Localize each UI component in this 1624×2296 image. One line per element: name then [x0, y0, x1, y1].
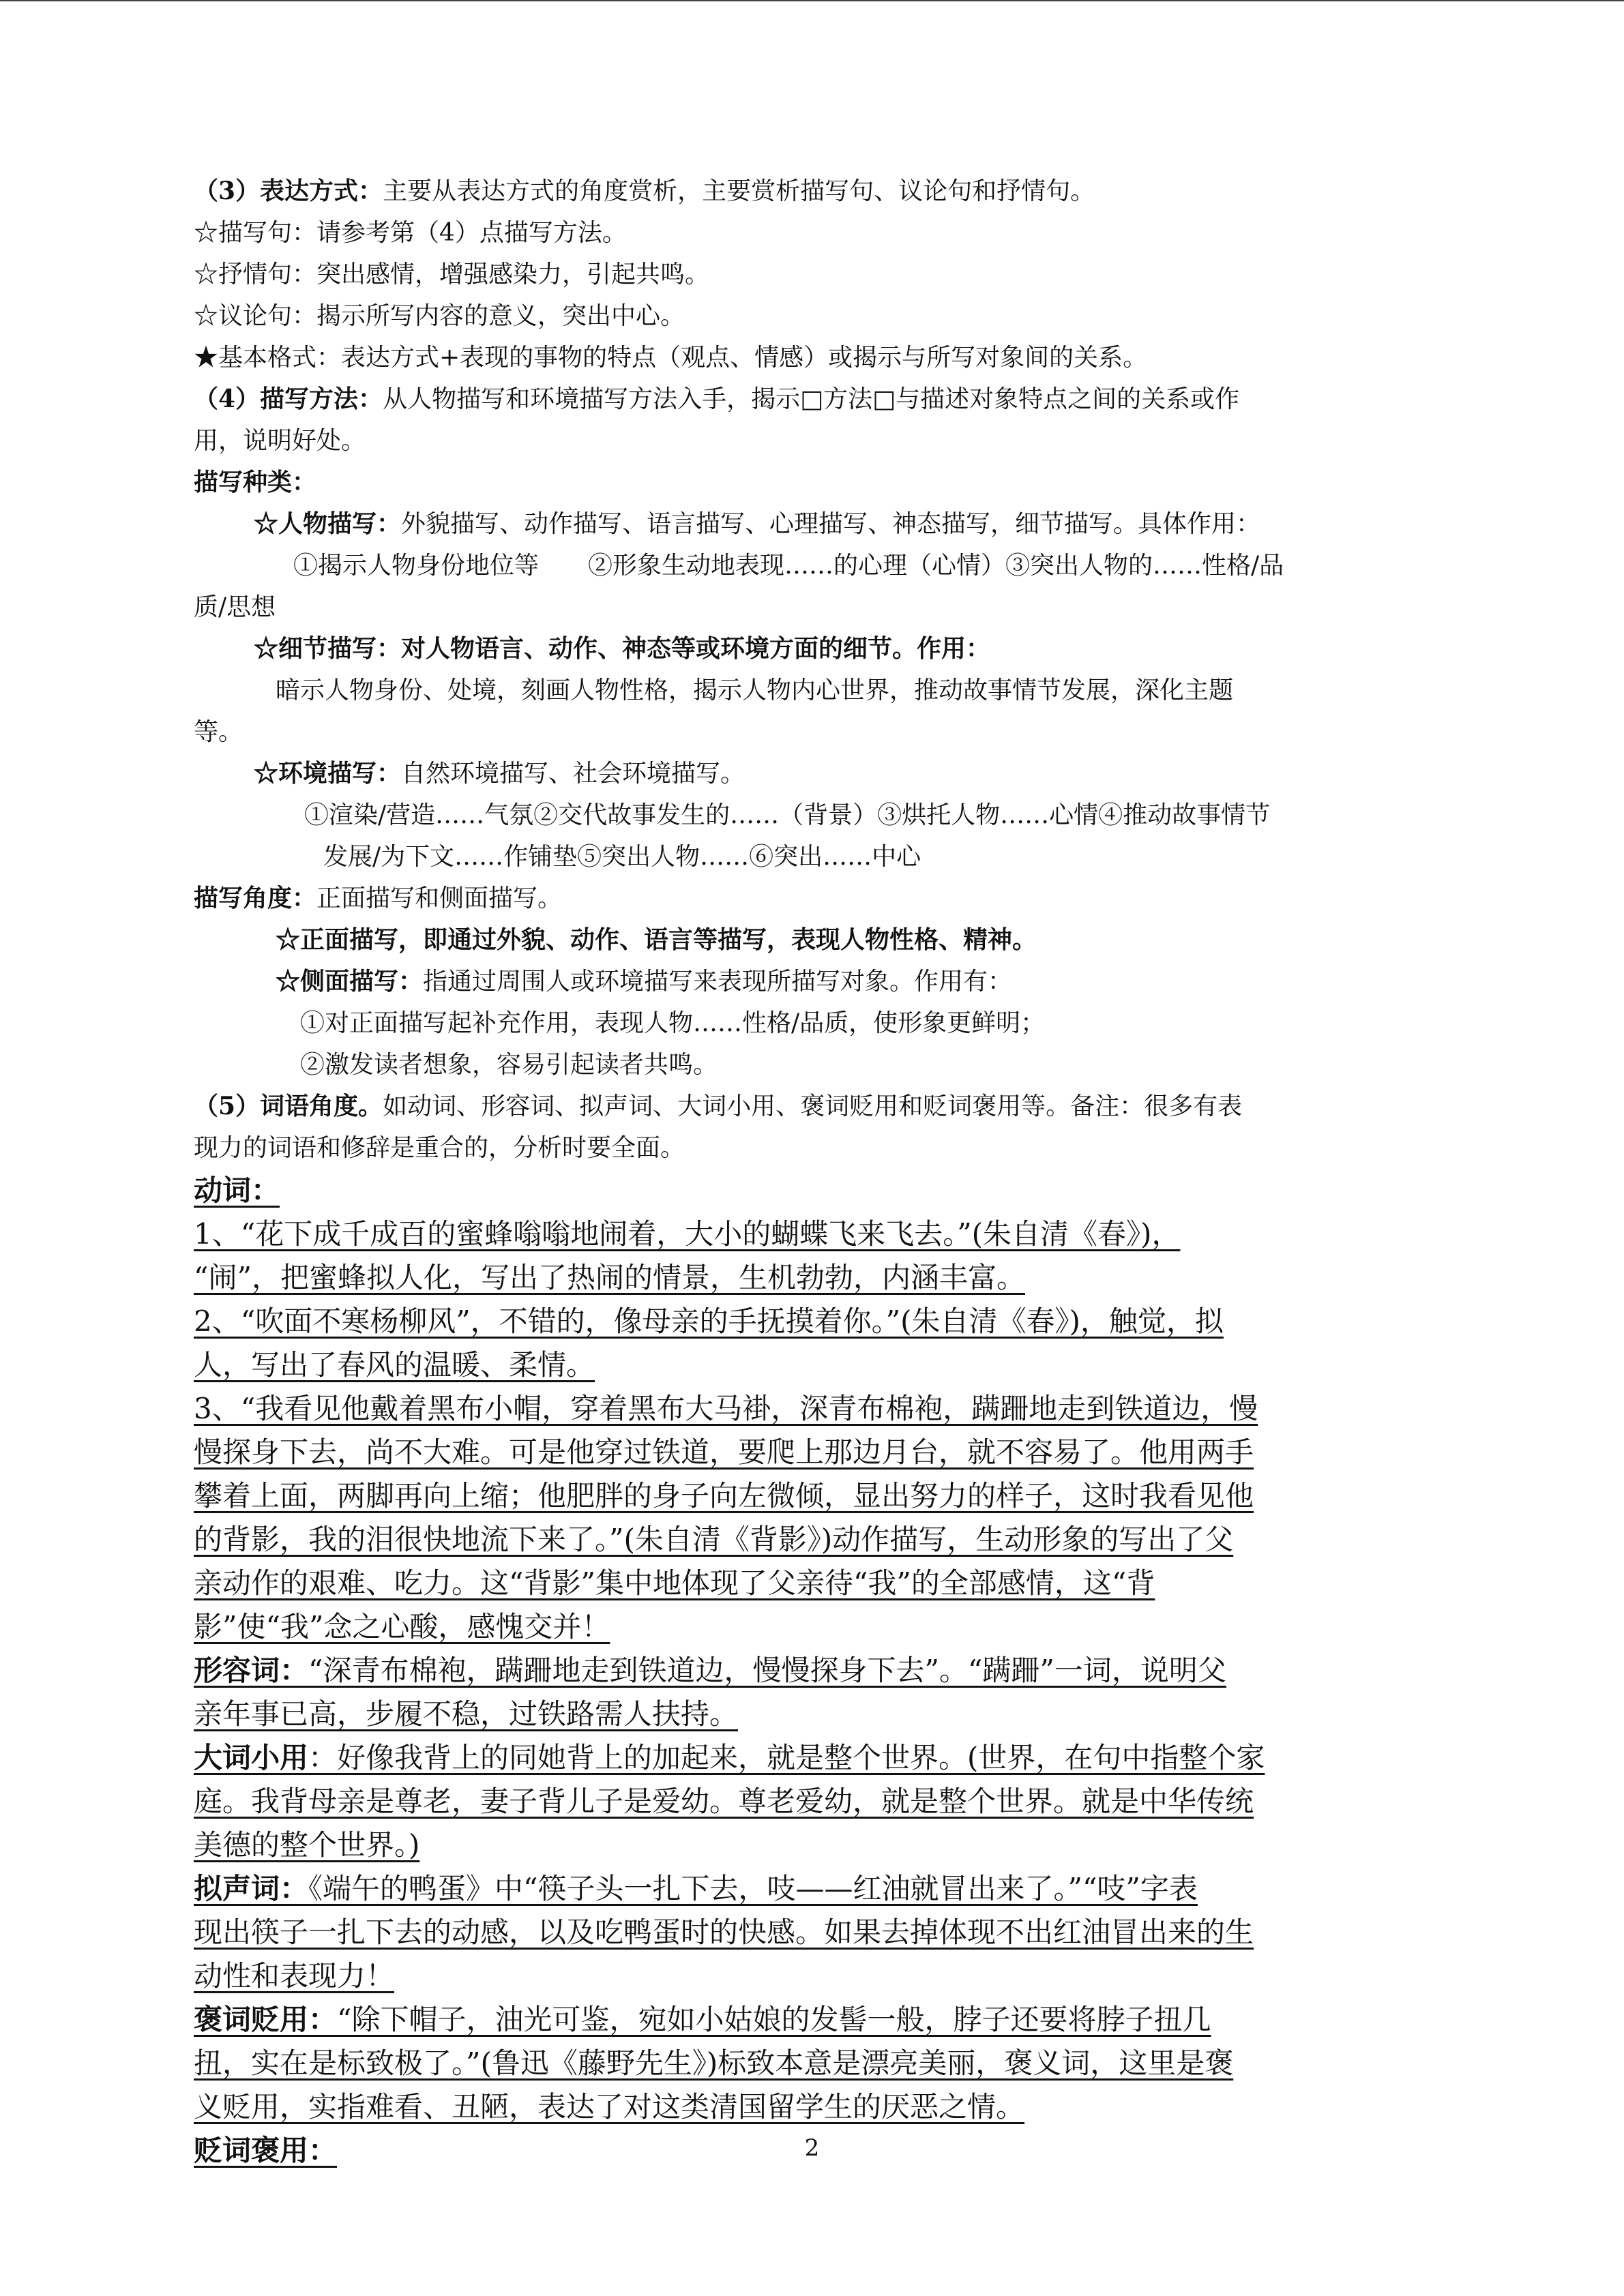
verb-example-3a-line [194, 1387, 1435, 1431]
bigword-text2: 庭。我背母亲是尊老，妻子背儿子是爱幼。尊老爱幼，就是整个世界。就是中华传统 [194, 1785, 1254, 1818]
env-text: 自然环境描写、社会环境描写。 [401, 760, 745, 788]
praise-text3: 义贬用，实指难看、丑陋，表达了对这类清国留学生的厌恶之情。 [194, 2090, 1025, 2123]
detail-text2: 等。 [194, 718, 243, 746]
verb-example-1b-line [194, 1256, 1435, 1300]
env-label: ☆环境描写： [254, 759, 402, 788]
side-line [194, 961, 1435, 1002]
praise-line3 [194, 2085, 1435, 2129]
bigword-line2 [194, 1780, 1435, 1823]
onomato-line2 [194, 1911, 1435, 1954]
angle-label: 描写角度： [194, 884, 317, 912]
onomato-text1: 《端午的鸭蛋》中“筷子头一扎下去，吱——红油就冒出来了。”“吱”字表 [308, 1872, 1198, 1905]
verb-example-3a: 3、“我看见他戴着黑布小帽，穿着黑布大马褂，深青布棉袍，蹒跚地走到铁道边，慢 [194, 1392, 1258, 1425]
sec3-argue: ☆议论句：揭示所写内容的意义，突出中心。 [194, 302, 685, 330]
adj-label: 形容词： [194, 1654, 309, 1687]
adj-text1: “深青布棉袍，蹒跚地走到铁道边，慢慢探身下去”。“蹒跚”一词，说明父 [308, 1654, 1226, 1687]
verb-example-3d: 的背影，我的泪很快地流下来了。”(朱自清《背影》)动作描写，生动形象的写出了父 [194, 1523, 1234, 1556]
praise-line2 [194, 2042, 1435, 2085]
side-effect2: ②激发读者想象，容易引起读者共鸣。 [300, 1051, 718, 1079]
sec4-text2: 用，说明好处。 [194, 427, 366, 455]
onomato-text2: 现出筷子一扎下去的动感，以及吃鸭蛋时的快感。如果去掉体现不出红油冒出来的生 [194, 1915, 1254, 1949]
sec4-label: （4）描写方法： [194, 385, 383, 413]
bigword-label: 大词小用 [194, 1741, 309, 1774]
side-effect1: ①对正面描写起补充作用，表现人物……性格/品质，使形象更鲜明； [300, 1009, 1046, 1037]
page-number: 2 [804, 2134, 820, 2162]
verb-example-1b: “闹”，把蜜蜂拟人化，写出了热闹的情景，生机勃勃，内涵丰富。 [194, 1261, 1025, 1294]
praise-line1 [194, 1998, 1435, 2042]
sec4-text1: 从人物描写和环境描写方法入手，揭示□方法□与描述对象特点之间的关系或作 [383, 385, 1240, 413]
onomato-label: 拟声词： [194, 1872, 309, 1905]
sec3-format: ★基本格式：表达方式+表现的事物的特点（观点、情感）或揭示与所写对象间的关系。 [194, 344, 1148, 372]
verb-example-3d-line [194, 1518, 1435, 1562]
verb-example-1a-line [194, 1212, 1435, 1256]
verb-example-2a: 2、“吹面不寒杨柳风”，不错的，像母亲的手抚摸着你。”(朱自清《春》)，触觉，拟 [194, 1304, 1224, 1338]
verb-example-3c-line [194, 1474, 1435, 1518]
verb-example-2b: 人，写出了春风的温暖、柔情。 [194, 1348, 595, 1382]
verb-example-3c: 攀着上面，两脚再向上缩；他肥胖的身子向左微倾，显出努力的样子，这时我看见他 [194, 1479, 1254, 1512]
person-effects2: 质/思想 [194, 593, 276, 621]
praise-text1: “除下帽子，油光可鉴，宛如小姑娘的发髻一般，脖子还要将脖子扭几 [337, 2003, 1211, 2036]
verb-example-3f-line [194, 1605, 1435, 1649]
verb-example-3e: 亲动作的艰难、吃力。这“背影”集中地体现了父亲待“我”的全部感情，这“背 [194, 1566, 1155, 1600]
detail-title: ☆细节描写：对人物语言、动作、神态等或环境方面的细节。作用： [254, 634, 991, 663]
sec5-text2: 现力的词语和修辞是重合的，分析时要全面。 [194, 1134, 685, 1162]
sec4-kinds-title: 描写种类： [194, 468, 317, 496]
verb-example-1a: 1、“花下成千成百的蜜蜂嗡嗡地闹着，大小的蝴蝶飞来飞去。”(朱自清《春》)， [194, 1217, 1181, 1251]
onomato-text3: 动性和表现力！ [194, 1959, 395, 1993]
sec3-label: （3）表达方式： [194, 177, 383, 205]
bigword-line3 [194, 1823, 1435, 1867]
sec3-text: 主要从表达方式的角度赏析，主要赏析描写句、议论句和抒情句。 [383, 177, 1095, 205]
page-top-border [0, 0, 1624, 1]
sec3-desc: ☆描写句：请参考第（4）点描写方法。 [194, 219, 627, 247]
bigword-line1 [194, 1736, 1435, 1780]
angle-text: 正面描写和侧面描写。 [316, 884, 563, 912]
adj-line2 [194, 1693, 1435, 1736]
verb-example-3b-line [194, 1431, 1435, 1474]
verb-example-2b-line [194, 1343, 1435, 1387]
verb-example-3f: 影”使“我”念之心酸，感愧交并！ [194, 1610, 610, 1643]
praise-label: 褒词贬用： [194, 2003, 338, 2036]
env-effects1: ①渲染/营造……气氛②交代故事发生的……（背景）③烘托人物……心情④推动故事情节 [304, 801, 1271, 829]
person-effects1: ①揭示人物身份地位等 ②形象生动地表现……的心理（心情）③突出人物的……性格/品 [293, 552, 1284, 580]
praise-text2: 扭，实在是标致极了。”(鲁迅《藤野先生》)标致本意是漂亮美丽，褒义词，这里是褒 [194, 2046, 1234, 2080]
sec4-heading-line [194, 378, 1435, 420]
front-desc: ☆正面描写，即通过外貌、动作、语言等描写，表现人物性格、精神。 [276, 925, 1037, 954]
verb-example-3e-line [194, 1562, 1435, 1605]
verbs-title: 动词： [194, 1174, 280, 1207]
person-text: 外貌描写、动作描写、语言描写、心理描写、神态描写，细节描写。具体作用： [401, 510, 1261, 538]
side-text: 指通过周围人或环境描写来表现所描写对象。作用有： [423, 968, 1013, 996]
document-page [194, 170, 1435, 2173]
onomato-line1 [194, 1867, 1435, 1911]
adj-text2: 亲年事已高，步履不稳，过铁路需人扶持。 [194, 1697, 739, 1731]
env-line [194, 753, 1435, 794]
detail-text1: 暗示人物身份、处境，刻画人物性格，揭示人物内心世界，推动故事情节发展，深化主题 [276, 676, 1234, 704]
sec5-text1: 如动词、形容词、拟声词、大词小用、褒词贬用和贬词褒用等。备注：很多有表 [383, 1092, 1243, 1120]
derog-label: 贬词褒用： [194, 2134, 338, 2167]
sec3-lyric: ☆抒情句：突出感情，增强感染力，引起共鸣。 [194, 260, 710, 288]
side-label: ☆侧面描写： [276, 967, 424, 996]
verb-example-2a-line [194, 1300, 1435, 1343]
bigword-text3: 美德的整个世界。) [194, 1828, 420, 1862]
adj-line1 [194, 1649, 1435, 1693]
bigword-text1: ：好像我背上的同她背上的加起来，就是整个世界。(世界，在句中指整个家 [308, 1741, 1265, 1774]
verb-example-3b: 慢探身下去，尚不大难。可是他穿过铁道，要爬上那边月台，就不容易了。他用两手 [194, 1435, 1254, 1469]
sec5-label: （5）词语角度。 [194, 1092, 383, 1120]
person-line [194, 503, 1435, 545]
sec5-heading-line [194, 1086, 1435, 1127]
sec3-heading-line [194, 170, 1435, 212]
verbs-title-line [194, 1169, 1435, 1212]
env-effects2: 发展/为下文……作铺垫⑤突出人物……⑥突出……中心 [323, 843, 921, 871]
person-label: ☆人物描写： [254, 509, 402, 538]
angle-line [194, 878, 1435, 919]
onomato-line3 [194, 1954, 1435, 1998]
